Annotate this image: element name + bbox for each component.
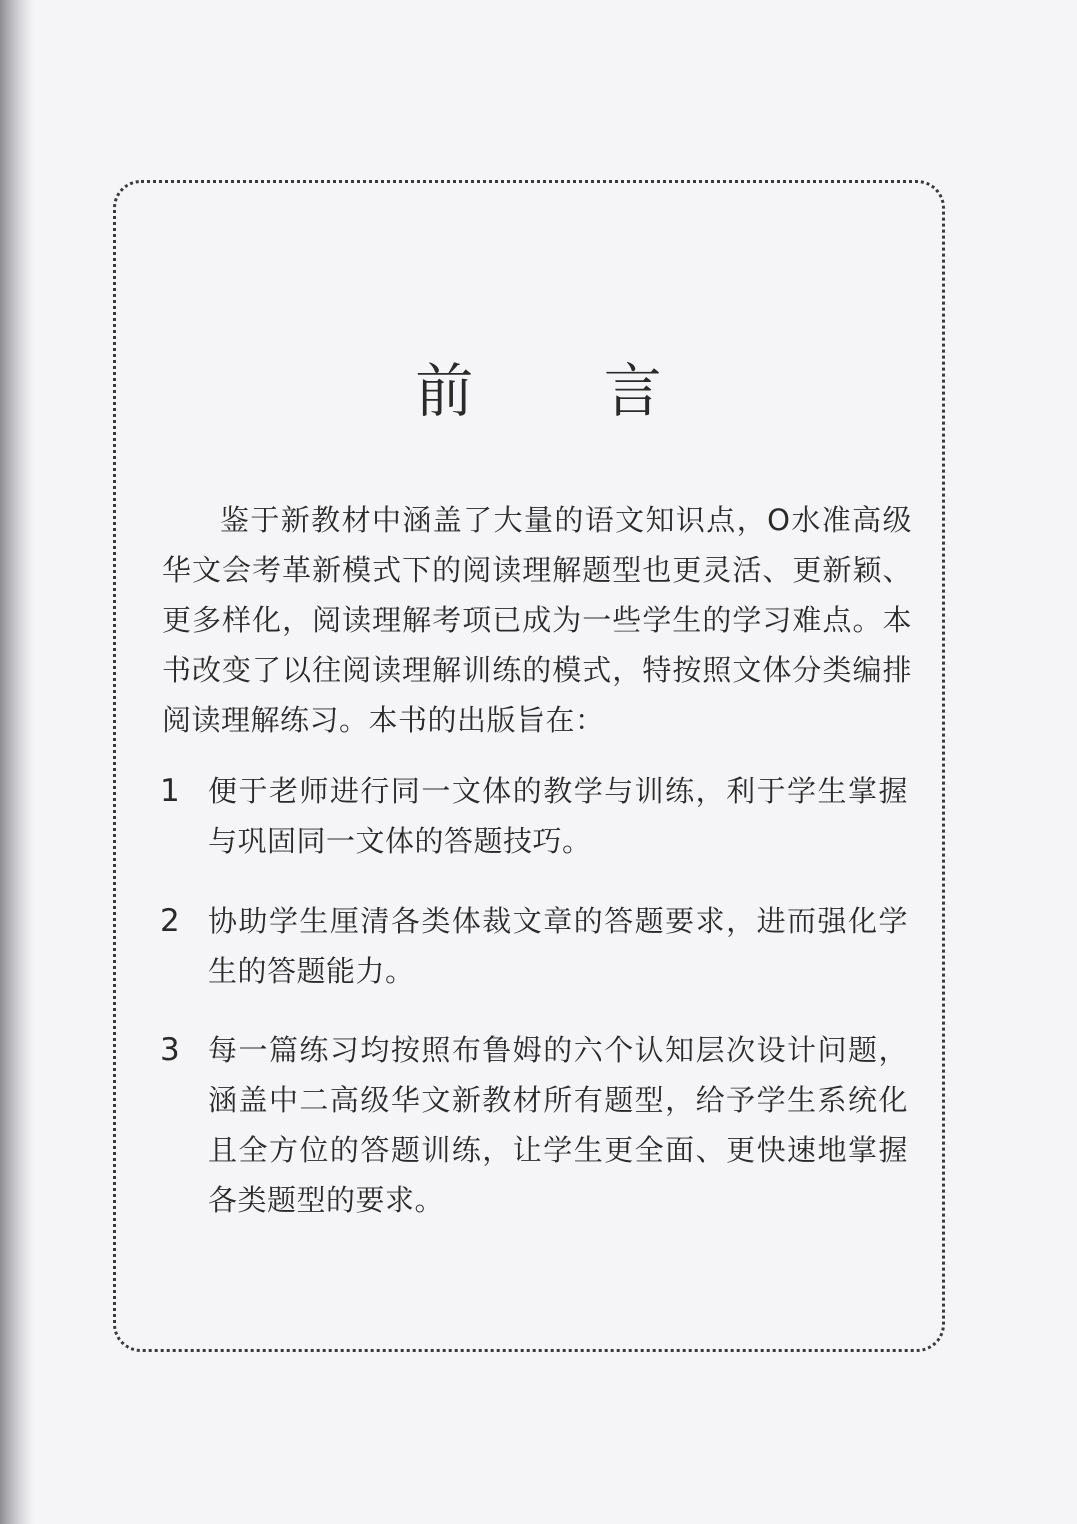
intro-paragraph: 鉴于新教材中涵盖了大量的语文知识点，O水准高级华文会考革新模式下的阅读理解题型也更灵活、更新颖、更多样化，阅读理解考项已成为一些学生的学习难点。本书改变了以往阅读理解训练的模式，特按照文体分类编排阅读理解练习。本书的出版旨在：	[162, 503, 912, 737]
aim-number: 2	[160, 903, 180, 939]
page-title: 前 言	[415, 356, 718, 425]
aim-number: 1	[160, 773, 180, 809]
aim-text: 协助学生厘清各类体裁文章的答题要求，进而强化学生的答题能力。	[208, 904, 908, 988]
page-spine-shadow	[0, 0, 34, 1524]
aim-number: 3	[160, 1032, 180, 1068]
aim-text: 每一篇练习均按照布鲁姆的六个认知层次设计问题，涵盖中二高级华文新教材所有题型，给予学生系统化且全方位的答题训练，让学生更全面、更快速地掌握各类题型的要求。	[208, 1033, 908, 1217]
aim-text: 便于老师进行同一文体的教学与训练，利于学生掌握与巩固同一文体的答题技巧。	[208, 774, 908, 858]
